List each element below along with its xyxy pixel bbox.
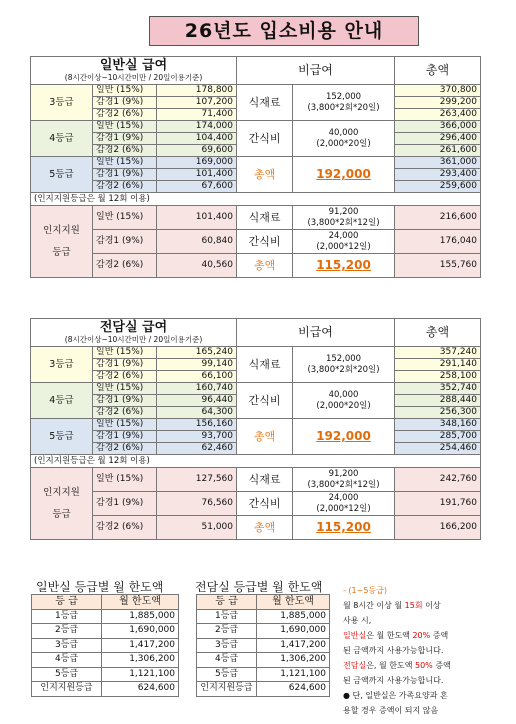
limit-grade-cell: 5등급: [197, 667, 257, 682]
total-cell: 288,440: [395, 395, 481, 407]
note-row: [31, 193, 481, 206]
amount-cell: 71,400: [157, 109, 237, 121]
total-cell: 216,600: [395, 206, 481, 230]
notes-line: 전담실은, 월 한도액 50% 증액: [343, 661, 451, 670]
amount-cell: 107,200: [157, 97, 237, 109]
limit-amount-cell: 1,121,100: [102, 667, 179, 682]
amount-cell: 104,400: [157, 133, 237, 145]
category-cell: 감경2 (6%): [93, 516, 157, 540]
amount-cell: 93,700: [157, 431, 237, 443]
limit-grade-cell: 1등급: [197, 609, 257, 624]
total-cell: 258,100: [395, 371, 481, 383]
sum-label: 총액: [237, 419, 293, 455]
category-cell: 감경1 (9%): [93, 230, 157, 254]
notes-head: - (1~5등급): [343, 586, 388, 595]
table-row: [31, 157, 481, 169]
notes-line: 된 금액까지 사용가능합니다.: [343, 646, 444, 655]
dedicated-limit-title: 전담실 등급별 월 한도액: [195, 580, 323, 594]
notes-line: 된 금액까지 사용가능합니다.: [343, 676, 444, 685]
category-cell: 감경1 (9%): [93, 97, 157, 109]
general-limit-table: [31, 594, 179, 697]
total-cell: 261,600: [395, 145, 481, 157]
fee-table: [30, 56, 481, 278]
amount-cell: 178,800: [157, 85, 237, 97]
table-row: [31, 254, 481, 278]
table-row: [31, 121, 481, 133]
total-cell: 254,460: [395, 443, 481, 455]
sum-label: 총액: [237, 157, 293, 193]
total-cell: 166,200: [395, 516, 481, 540]
limit-grade-cell: 인지지원등급: [32, 682, 102, 697]
total-cell: 299,200: [395, 97, 481, 109]
limit-grade-cell: 3등급: [197, 638, 257, 653]
limit-grade-cell: 4등급: [32, 653, 102, 668]
total-cell: 263,400: [395, 109, 481, 121]
limit-header-amount: 월 한도액: [257, 595, 330, 610]
amount-cell: 165,240: [157, 347, 237, 359]
total-cell: 191,760: [395, 492, 481, 516]
limit-amount-cell: 1,417,200: [257, 638, 330, 653]
snack-value: 40,000 (2,000*20일): [293, 121, 395, 157]
table-row: [197, 624, 330, 639]
total-cell: 370,800: [395, 85, 481, 97]
table-row: [197, 682, 330, 697]
category-cell: 감경2 (6%): [93, 254, 157, 278]
category-cell: 감경2 (6%): [93, 109, 157, 121]
table-row: [31, 383, 481, 395]
table-row: [31, 516, 481, 540]
limit-amount-cell: 1,121,100: [257, 667, 330, 682]
amount-cell: 101,400: [157, 206, 237, 230]
limit-grade-cell: 5등급: [32, 667, 102, 682]
category-cell: 일반 (15%): [93, 419, 157, 431]
amount-cell: 76,560: [157, 492, 237, 516]
snack-value: 24,000 (2,000*12일): [293, 230, 395, 254]
meal-value: 91,200 (3,800*2회*12일): [293, 206, 395, 230]
table-row: [31, 468, 481, 492]
limit-grade-cell: 2등급: [197, 624, 257, 639]
table-row: [197, 609, 330, 624]
total-cell: 291,140: [395, 359, 481, 371]
header-title: 전담실 급여: [99, 319, 168, 335]
sum-value: 115,200: [293, 254, 395, 278]
total-cell: 293,400: [395, 169, 481, 181]
amount-cell: 99,140: [157, 359, 237, 371]
meal-label: 식재료: [237, 85, 293, 121]
limit-grade-cell: 3등급: [32, 638, 102, 653]
grade-cell: 3등급: [31, 85, 93, 121]
usage-notes: [343, 583, 488, 718]
notes-line: ● 단, 일반실은 가족요양과 혼: [343, 691, 448, 700]
limit-grade-cell: 4등급: [197, 653, 257, 668]
category-cell: 감경2 (6%): [93, 145, 157, 157]
notes-line: 일반실은 월 한도액 20% 증액: [343, 631, 449, 640]
total-cell: 348,160: [395, 419, 481, 431]
amount-cell: 160,740: [157, 383, 237, 395]
grade-cell: 4등급: [31, 383, 93, 419]
category-cell: 감경2 (6%): [93, 443, 157, 455]
limit-amount-cell: 1,690,000: [257, 624, 330, 639]
header-nonbenefit: 비급여: [237, 57, 395, 85]
meal-value: 91,200 (3,800*2회*12일): [293, 468, 395, 492]
category-cell: 일반 (15%): [93, 383, 157, 395]
table-row: [32, 653, 179, 668]
meal-value: 152,000 (3,800*2회*20일): [293, 347, 395, 383]
category-cell: 감경1 (9%): [93, 431, 157, 443]
category-cell: 감경1 (9%): [93, 492, 157, 516]
amount-cell: 169,000: [157, 157, 237, 169]
total-cell: 357,240: [395, 347, 481, 359]
grade-cell: 4등급: [31, 121, 93, 157]
total-cell: 242,760: [395, 468, 481, 492]
total-cell: 361,000: [395, 157, 481, 169]
amount-cell: 156,160: [157, 419, 237, 431]
limit-header-row: [197, 595, 330, 610]
limit-header-grade: 등 급: [197, 595, 257, 610]
limit-amount-cell: 1,306,200: [102, 653, 179, 668]
limit-grade-cell: 1등급: [32, 609, 102, 624]
header-total: 총액: [395, 57, 481, 85]
table-row: [31, 85, 481, 97]
limit-header-amount: 월 한도액: [102, 595, 179, 610]
category-cell: 일반 (15%): [93, 157, 157, 169]
bullet-icon: ●: [343, 691, 350, 700]
note-row: [31, 455, 481, 468]
sum-value: 192,000: [293, 157, 395, 193]
snack-value: 24,000 (2,000*12일): [293, 492, 395, 516]
table-row: [31, 347, 481, 359]
limit-amount-cell: 1,885,000: [102, 609, 179, 624]
category-cell: 일반 (15%): [93, 121, 157, 133]
total-cell: 256,300: [395, 407, 481, 419]
snack-label: 간식비: [237, 121, 293, 157]
table-row: [31, 492, 481, 516]
table-row: [32, 667, 179, 682]
meal-label: 식재료: [237, 206, 293, 230]
category-cell: 일반 (15%): [93, 85, 157, 97]
snack-label: 간식비: [237, 492, 293, 516]
amount-cell: 69,600: [157, 145, 237, 157]
table-row: [32, 638, 179, 653]
header-benefit: [31, 57, 237, 85]
table-row: [197, 667, 330, 682]
total-cell: 352,740: [395, 383, 481, 395]
limit-amount-cell: 1,690,000: [102, 624, 179, 639]
category-cell: 일반 (15%): [93, 468, 157, 492]
total-cell: 296,400: [395, 133, 481, 145]
total-cell: 176,040: [395, 230, 481, 254]
limit-grade-cell: 2등급: [32, 624, 102, 639]
notes-line: 사용 시,: [343, 616, 372, 625]
category-cell: 감경2 (6%): [93, 407, 157, 419]
meal-label: 식재료: [237, 347, 293, 383]
dedicated-limit-table: [196, 594, 330, 697]
table-header-row: [31, 57, 481, 85]
total-cell: 259,600: [395, 181, 481, 193]
cognitive-note: (인지지원등급은 월 12회 이용): [31, 455, 481, 468]
header-total: 총액: [395, 319, 481, 347]
meal-value: 152,000 (3,800*2회*20일): [293, 85, 395, 121]
total-cell: 366,000: [395, 121, 481, 133]
table-row: [32, 609, 179, 624]
header-sub: (8시간이상~10시간미만 / 20일이용기준): [64, 334, 203, 344]
snack-label: 간식비: [237, 230, 293, 254]
limit-amount-cell: 624,600: [102, 682, 179, 697]
table-row: [31, 206, 481, 230]
category-cell: 감경2 (6%): [93, 181, 157, 193]
category-cell: 일반 (15%): [93, 206, 157, 230]
limit-amount-cell: 624,600: [257, 682, 330, 697]
header-sub: (8시간이상~10시간미만 / 20일이용기준): [64, 72, 203, 82]
limit-amount-cell: 1,306,200: [257, 653, 330, 668]
limit-amount-cell: 1,885,000: [257, 609, 330, 624]
table-header-row: [31, 319, 481, 347]
total-cell: 285,700: [395, 431, 481, 443]
grade-cell: 5등급: [31, 419, 93, 455]
category-cell: 감경1 (9%): [93, 359, 157, 371]
amount-cell: 40,560: [157, 254, 237, 278]
total-cell: 155,760: [395, 254, 481, 278]
amount-cell: 174,000: [157, 121, 237, 133]
category-cell: 일반 (15%): [93, 347, 157, 359]
table-row: [197, 653, 330, 668]
table-row: [32, 624, 179, 639]
cognitive-grade-cell: 인지지원 등급: [31, 206, 93, 278]
amount-cell: 127,560: [157, 468, 237, 492]
limit-header-row: [32, 595, 179, 610]
amount-cell: 101,400: [157, 169, 237, 181]
sum-label: 총액: [237, 254, 293, 278]
amount-cell: 62,460: [157, 443, 237, 455]
limit-grade-cell: 인지지원등급: [197, 682, 257, 697]
general-limit-title: 일반실 등급별 월 한도액: [36, 580, 164, 594]
notes-line: 월 8시간 이상 월 15회 이상: [343, 601, 441, 610]
table-row: [31, 230, 481, 254]
amount-cell: 64,300: [157, 407, 237, 419]
cognitive-grade-cell: 인지지원 등급: [31, 468, 93, 540]
cognitive-note: (인지지원등급은 월 12회 이용): [31, 193, 481, 206]
amount-cell: 66,100: [157, 371, 237, 383]
header-nonbenefit: 비급여: [237, 319, 395, 347]
category-cell: 감경2 (6%): [93, 371, 157, 383]
snack-label: 간식비: [237, 383, 293, 419]
amount-cell: 96,440: [157, 395, 237, 407]
amount-cell: 60,840: [157, 230, 237, 254]
snack-value: 40,000 (2,000*20일): [293, 383, 395, 419]
table-row: [32, 682, 179, 697]
page-title: 26년도 입소비용 안내: [149, 16, 419, 46]
category-cell: 감경1 (9%): [93, 169, 157, 181]
grade-cell: 5등급: [31, 157, 93, 193]
limit-amount-cell: 1,417,200: [102, 638, 179, 653]
grade-cell: 3등급: [31, 347, 93, 383]
category-cell: 감경1 (9%): [93, 395, 157, 407]
table-row: [31, 419, 481, 431]
amount-cell: 51,000: [157, 516, 237, 540]
amount-cell: 67,600: [157, 181, 237, 193]
fee-table: [30, 318, 481, 540]
header-title: 일반실 급여: [99, 57, 168, 73]
sum-label: 총액: [237, 516, 293, 540]
table-row: [197, 638, 330, 653]
limit-header-grade: 등 급: [32, 595, 102, 610]
notes-line: 용할 경우 증액이 되지 않음: [343, 706, 439, 715]
sum-value: 192,000: [293, 419, 395, 455]
category-cell: 감경1 (9%): [93, 133, 157, 145]
meal-label: 식재료: [237, 468, 293, 492]
header-benefit: [31, 319, 237, 347]
sum-value: 115,200: [293, 516, 395, 540]
